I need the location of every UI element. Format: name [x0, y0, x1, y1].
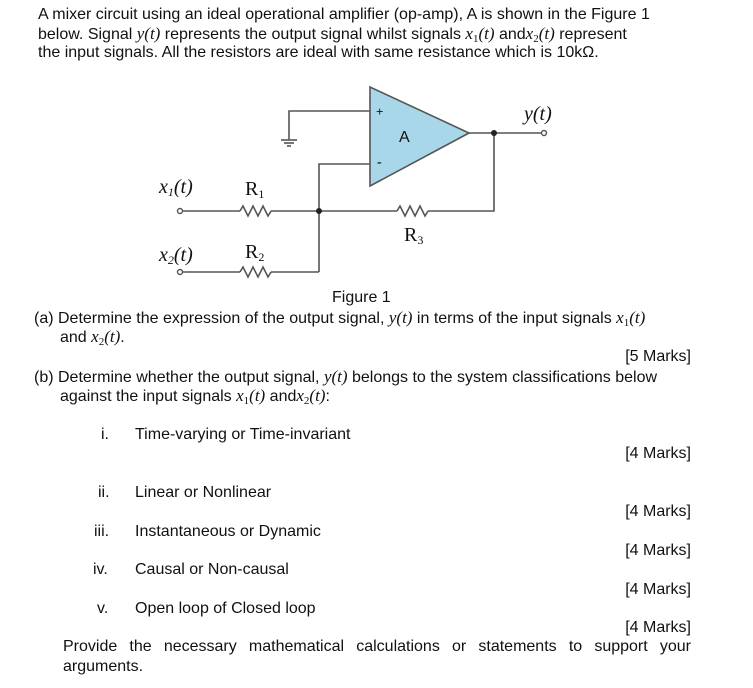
y-var: y(t) [136, 24, 161, 43]
item-2-marks: [4 Marks] [625, 503, 691, 520]
part-a-marks: [5 Marks] [625, 348, 691, 365]
item-4-marks: [4 Marks] [625, 581, 691, 598]
item-1-numeral: i. [101, 426, 109, 443]
opamp-label: A [399, 129, 410, 146]
output-terminal [542, 131, 547, 136]
item-2-numeral: ii. [98, 484, 110, 501]
item-3-numeral: iii. [94, 523, 110, 540]
part-b-line-1: (b) Determine whether the output signal, y(t) belongs to the system classifications below [34, 367, 658, 386]
x1-terminal [178, 209, 183, 214]
closing-line-2: arguments. [63, 658, 144, 675]
opamp-triangle [370, 87, 469, 186]
item-3-marks: [4 Marks] [625, 542, 691, 559]
part-a-line-1: (a) Determine the expression of the output signal, y(t) in terms of the input signals $x_1(t)$ [34, 308, 646, 329]
x1-label: x1(t) [159, 176, 193, 199]
plus-sign: + [376, 104, 384, 119]
summing-node-dot [316, 208, 322, 214]
item-5-numeral: v. [97, 600, 109, 617]
resistor-r1 [240, 206, 271, 216]
figure-caption: Figure 1 [332, 289, 391, 306]
x2-terminal [178, 270, 183, 275]
item-1-marks: [4 Marks] [625, 445, 691, 462]
item-3-text: Instantaneous or Dynamic [135, 523, 321, 540]
output-label: y(t) [524, 103, 552, 125]
intro-line-3: the input signals. All the resistors are ideal with same resistance which is 10kΩ. [38, 44, 599, 61]
r3-label: R3 [404, 224, 424, 247]
output-node-dot [491, 130, 497, 136]
closing-line-1: Provide the necessary mathematical calculations or statements to support your [63, 638, 691, 655]
r2-label: R2 [245, 241, 265, 264]
x1-var: $x_1(t)$ [465, 24, 495, 45]
intro-line-1: A mixer circuit using an ideal operational amplifier (op-amp), A is shown in the Figure 1 [38, 6, 650, 23]
intro-line-2: below. Signal y(t) represents the output signal whilst signals $x_1(t)$ andx$_2$(t) represent [38, 24, 627, 45]
part-b-line-2: against the input signals $x_1(t)$ andx$_2$(t): [60, 386, 330, 407]
resistor-r2 [240, 267, 271, 277]
item-5-marks: [4 Marks] [625, 619, 691, 636]
minus-input-wire [319, 164, 370, 272]
r1-label: R1 [245, 178, 265, 201]
ground-wire [289, 111, 370, 140]
item-5-text: Open loop of Closed loop [135, 600, 316, 617]
resistor-r3 [397, 206, 428, 216]
item-2-text: Linear or Nonlinear [135, 484, 272, 501]
item-4-numeral: iv. [93, 561, 108, 578]
item-4-text: Causal or Non-causal [135, 561, 289, 578]
part-a-line-2: and $x_2(t)$. [60, 327, 125, 348]
minus-sign: - [377, 155, 382, 170]
item-1-text: Time-varying or Time-invariant [135, 426, 351, 443]
x2-label: x2(t) [159, 244, 193, 267]
x2-var: $x_2(t)$ [525, 24, 555, 45]
